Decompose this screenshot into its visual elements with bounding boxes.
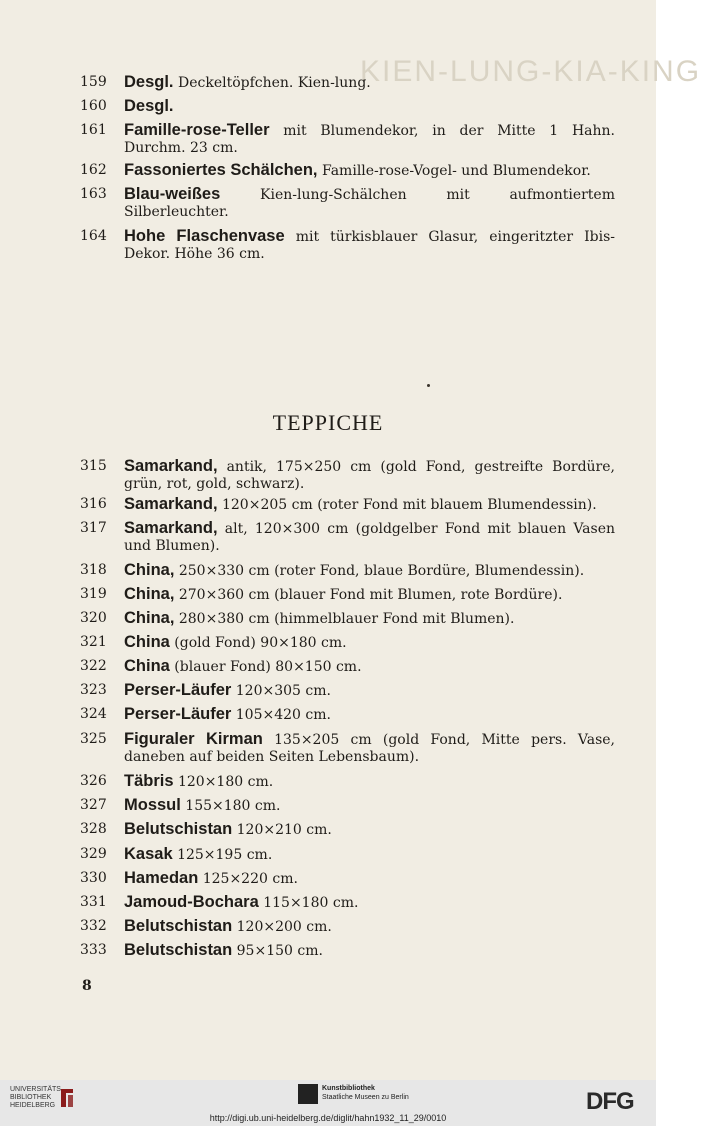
entry-name: Figuraler Kirman: [124, 730, 263, 748]
section-heading: TEPPICHE: [272, 410, 384, 435]
catalog-entry: [80, 634, 615, 652]
catalog-entry: [80, 918, 615, 936]
catalog-entry: [80, 682, 615, 700]
entry-text: [124, 122, 615, 157]
entry-name: Samarkand,: [124, 495, 218, 513]
university-library-logo-icon: [58, 1087, 76, 1109]
catalog-entry: [80, 706, 615, 724]
kunstbibliothek-title: Kunstbibliothek: [322, 1085, 375, 1092]
entry-name: China: [124, 633, 170, 651]
entry-text: [124, 706, 615, 724]
entry-number: 322: [80, 658, 107, 674]
entry-text: [124, 821, 615, 839]
entry-name: Belutschistan: [124, 820, 233, 838]
separator-dot: [427, 384, 430, 387]
permalink-url[interactable]: http://digi.ub.uni-heidelberg.de/diglit/hahn1932_11_29/0010: [209, 1113, 447, 1123]
entry-text: [124, 682, 615, 700]
catalog-entry: [80, 562, 615, 580]
kunstbibliothek-icon: [298, 1084, 318, 1104]
entry-text: [124, 870, 615, 888]
entry-text: [124, 458, 615, 493]
entry-description: 135×205 cm (gold Fond, Mitte pers. Vase, daneben auf beiden Seiten Lebensbaum).: [124, 732, 615, 765]
entry-name: Famille-rose-Teller: [124, 121, 270, 139]
entry-text: [124, 610, 615, 628]
entry-number: 332: [80, 918, 107, 934]
entry-number: 161: [80, 122, 107, 138]
entry-name: China: [124, 657, 170, 675]
entry-text: [124, 186, 615, 221]
entry-description: (gold Fond) 90×180 cm.: [169, 635, 347, 651]
entry-name: Belutschistan: [124, 941, 233, 959]
entry-number: 330: [80, 870, 107, 886]
entry-name: Samarkand,: [124, 519, 218, 537]
entry-name: Desgl.: [124, 73, 174, 91]
entry-number: 319: [80, 586, 107, 602]
entry-number: 327: [80, 797, 107, 813]
catalog-entry: [80, 894, 615, 912]
entry-name: China,: [124, 561, 175, 579]
entry-description: 125×195 cm.: [172, 847, 273, 863]
entry-text: [124, 98, 615, 116]
entry-number: 317: [80, 520, 107, 536]
catalog-entry: [80, 98, 615, 116]
entry-name: Jamoud-Bochara: [124, 893, 259, 911]
entry-number: 159: [80, 74, 107, 90]
entry-number: 318: [80, 562, 107, 578]
entry-description: 105×420 cm.: [231, 707, 331, 723]
entry-number: 329: [80, 846, 107, 862]
dfg-logo: DFG: [586, 1088, 634, 1115]
entry-text: [124, 520, 615, 555]
entry-name: Blau-weißes: [124, 185, 221, 203]
entry-name: Perser-Läufer: [124, 705, 232, 723]
entry-text: [124, 942, 615, 960]
entry-number: 326: [80, 773, 107, 789]
entry-description: 125×220 cm.: [198, 871, 298, 887]
catalog-entry: [80, 74, 615, 92]
entry-description: (blauer Fond) 80×150 cm.: [169, 659, 362, 675]
entry-name: China,: [124, 609, 175, 627]
entry-description: Deckeltöpfchen. Kien-lung.: [173, 75, 371, 91]
entry-description: 120×210 cm.: [232, 822, 332, 838]
entry-number: 320: [80, 610, 107, 626]
entry-description: Famille-rose-Vogel- und Blumendekor.: [317, 163, 591, 179]
catalog-entry: [80, 586, 615, 604]
entry-text: [124, 731, 615, 766]
page-number: 8: [82, 978, 92, 994]
entry-description: 120×205 cm (roter Fond mit blauem Blumendessin).: [217, 497, 597, 513]
entry-description: 120×200 cm.: [232, 919, 332, 935]
entry-number: 315: [80, 458, 107, 474]
entry-number: 328: [80, 821, 107, 837]
catalog-entry: [80, 610, 615, 628]
entry-text: [124, 496, 615, 514]
entry-number: 331: [80, 894, 107, 910]
entry-name: Mossul: [124, 796, 181, 814]
entry-number: 323: [80, 682, 107, 698]
entry-description: alt, 120×300 cm (goldgelber Fond mit blauen Vasen und Blumen).: [124, 521, 615, 554]
catalog-entry: [80, 942, 615, 960]
entry-number: 160: [80, 98, 107, 114]
kunstbibliothek-logo: [298, 1084, 409, 1104]
entry-description: 155×180 cm.: [180, 798, 281, 814]
entry-text: [124, 773, 615, 791]
catalog-entry: [80, 797, 615, 815]
entry-description: antik, 175×250 cm (gold Fond, gestreifte Bordüre, grün, rot, gold, schwarz).: [124, 459, 615, 492]
entry-number: 164: [80, 228, 107, 244]
entry-name: Desgl.: [124, 97, 174, 115]
catalog-entry: [80, 870, 615, 888]
entry-number: 324: [80, 706, 107, 722]
entry-number: 333: [80, 942, 107, 958]
entry-name: Täbris: [124, 772, 174, 790]
entry-description: mit Blumendekor, in der Mitte 1 Hahn. Durchm. 23 cm.: [124, 123, 615, 156]
catalog-entry: [80, 458, 615, 493]
entry-name: Perser-Läufer: [124, 681, 232, 699]
entry-text: [124, 658, 615, 676]
catalog-entry: [80, 186, 615, 221]
entry-name: Hamedan: [124, 869, 199, 887]
entry-name: China,: [124, 585, 175, 603]
entry-description: Kien-lung-Schälchen mit aufmontiertem Silberleuchter.: [124, 187, 615, 220]
catalog-entry: [80, 658, 615, 676]
entry-name: Fassoniertes Schälchen,: [124, 161, 318, 179]
entry-number: 321: [80, 634, 107, 650]
entry-number: 162: [80, 162, 107, 178]
university-library-label: UNIVERSITÄTS BIBLIOTHEK HEIDELBERG: [10, 1086, 61, 1109]
kunstbibliothek-subtitle: Staatliche Museen zu Berlin: [322, 1094, 409, 1101]
entry-text: [124, 228, 615, 263]
entry-name: Samarkand,: [124, 457, 218, 475]
entry-text: [124, 586, 615, 604]
entry-description: 120×305 cm.: [231, 683, 331, 699]
catalog-entry: [80, 496, 615, 514]
entry-number: 316: [80, 496, 107, 512]
entry-description: 250×330 cm (roter Fond, blaue Bordüre, Blumendessin).: [174, 563, 585, 579]
entry-name: Belutschistan: [124, 917, 233, 935]
entry-description: 95×150 cm.: [232, 943, 323, 959]
entry-description: 115×180 cm.: [258, 895, 359, 911]
entry-text: [124, 894, 615, 912]
entry-number: 163: [80, 186, 107, 202]
catalog-entry: [80, 821, 615, 839]
viewer-footer: [0, 1080, 656, 1126]
bleed-through-text: KIEN-LUNG-KIA-KING: [360, 55, 701, 88]
catalog-entry: [80, 773, 615, 791]
entry-text: [124, 162, 615, 180]
entry-number: 325: [80, 731, 107, 747]
entry-description: 120×180 cm.: [173, 774, 274, 790]
catalog-entry: [80, 228, 615, 263]
entry-description: 280×380 cm (himmelblauer Fond mit Blumen).: [174, 611, 515, 627]
entry-name: Kasak: [124, 845, 173, 863]
entry-text: [124, 918, 615, 936]
entry-description: mit türkisblauer Glasur, eingeritzter Ibis-Dekor. Höhe 36 cm.: [124, 229, 615, 262]
entry-text: [124, 634, 615, 652]
entry-text: [124, 74, 615, 92]
catalog-entry: [80, 846, 615, 864]
catalog-entry: [80, 731, 615, 766]
catalog-entry: [80, 122, 615, 157]
entry-text: [124, 846, 615, 864]
entry-name: Hohe Flaschenvase: [124, 227, 285, 245]
entry-text: [124, 562, 615, 580]
entry-text: [124, 797, 615, 815]
catalog-entry: [80, 520, 615, 555]
catalog-entry: [80, 162, 615, 180]
entry-description: 270×360 cm (blauer Fond mit Blumen, rote Bordüre).: [174, 587, 563, 603]
